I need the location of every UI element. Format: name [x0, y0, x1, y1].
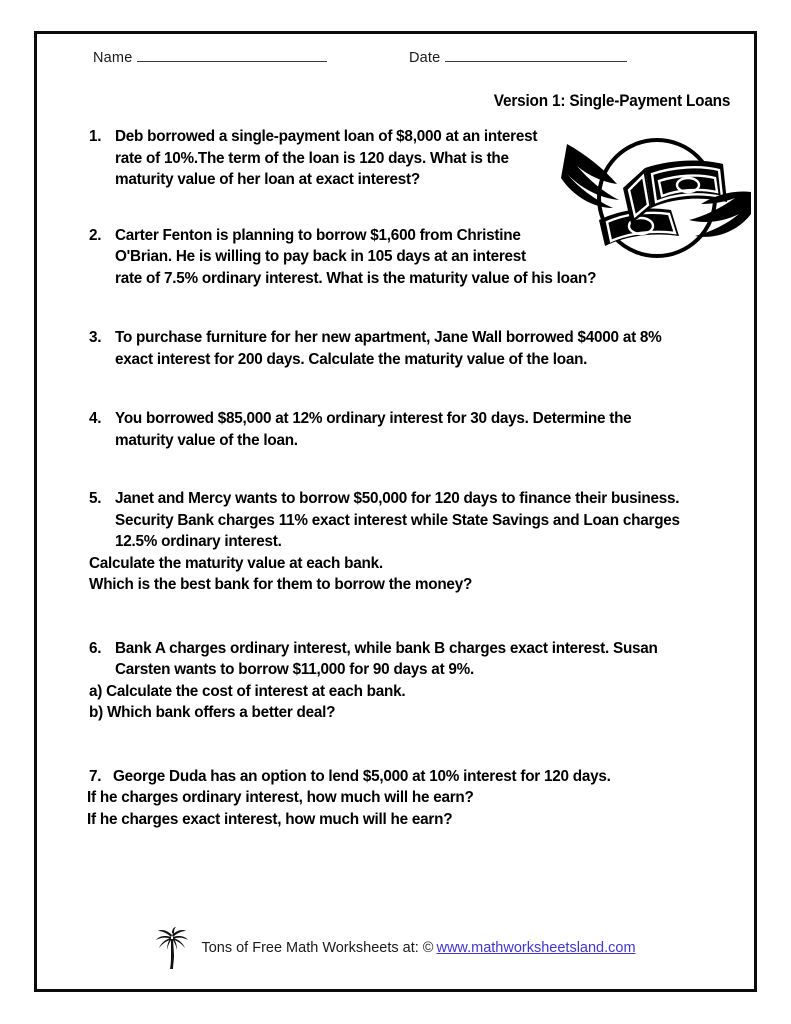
question-task-line: Which is the best bank for them to borrow the money?	[89, 576, 473, 593]
question-text-line: Carsten wants to borrow $11,000 for 90 days at 9%.	[115, 661, 475, 678]
question-number: 1.	[89, 128, 102, 145]
question-number: 7.	[89, 767, 102, 785]
worksheet-page-border	[34, 31, 757, 992]
footer	[37, 925, 754, 971]
question-number: 3.	[89, 329, 102, 346]
date-field[interactable]	[409, 50, 627, 66]
question-subpart: b) Which bank offers a better deal?	[89, 704, 336, 721]
header-fields	[93, 50, 733, 76]
name-label: Name	[93, 50, 133, 66]
question-text-line: rate of 10%.The term of the loan is 120 days. What is the	[115, 149, 509, 167]
question-text-line: To purchase furniture for her new apartment, Jane Wall borrowed $4000 at 8%	[115, 329, 662, 346]
question-text-line: Security Bank charges 11% exact interest while State Savings and Loan charges	[115, 511, 680, 529]
question-list	[89, 126, 729, 830]
name-blank-line[interactable]	[137, 50, 327, 62]
question-number: 4.	[89, 410, 102, 427]
footer-attribution: Tons of Free Math Worksheets at: ©	[201, 940, 434, 956]
question-text-line: You borrowed $85,000 at 12% ordinary interest for 30 days. Determine the	[115, 410, 632, 427]
question-subpart: a) Calculate the cost of interest at each bank.	[89, 682, 406, 700]
date-label: Date	[409, 50, 441, 66]
question-item	[89, 488, 729, 596]
question-text-line: exact interest for 200 days. Calculate the maturity value of the loan.	[115, 350, 588, 368]
question-number: 2.	[89, 226, 102, 244]
question-text-line: maturity value of the loan.	[115, 431, 298, 449]
question-number: 6.	[89, 639, 102, 657]
question-text-line: Carter Fenton is planning to borrow $1,600 from Christine	[115, 226, 521, 244]
question-text-line: Janet and Mercy wants to borrow $50,000 for 120 days to finance their business.	[115, 490, 680, 507]
question-item	[89, 327, 729, 370]
question-item	[89, 225, 729, 290]
question-text-line: rate of 7.5% ordinary interest. What is the maturity value of his loan?	[115, 269, 597, 287]
name-field[interactable]	[93, 50, 327, 66]
question-task-line: If he charges exact interest, how much will he earn?	[87, 810, 453, 828]
question-number: 5.	[89, 490, 102, 507]
question-text-line: Bank A charges ordinary interest, while bank B charges exact interest. Susan	[115, 639, 658, 657]
question-task-line: Calculate the maturity value at each bank.	[89, 554, 383, 572]
date-blank-line[interactable]	[445, 50, 627, 62]
question-item	[89, 638, 729, 724]
worksheet-site-link[interactable]: www.mathworksheetsland.com	[436, 940, 636, 956]
question-text-line: George Duda has an option to lend $5,000 at 10% interest for 120 days.	[113, 767, 611, 785]
question-text-line: maturity value of her loan at exact interest?	[115, 171, 420, 188]
question-item	[89, 408, 729, 451]
palm-tree-icon	[155, 925, 189, 971]
question-task-line: If he charges ordinary interest, how much will he earn?	[87, 789, 474, 806]
question-item	[89, 126, 729, 191]
worksheet-title: Version 1: Single-Payment Loans	[493, 92, 730, 110]
question-text-line: O'Brian. He is willing to pay back in 105 days at an interest	[115, 248, 526, 265]
question-text-line: Deb borrowed a single-payment loan of $8,000 at an interest	[115, 128, 538, 145]
question-item	[89, 766, 729, 831]
question-text-line: 12.5% ordinary interest.	[115, 533, 282, 550]
